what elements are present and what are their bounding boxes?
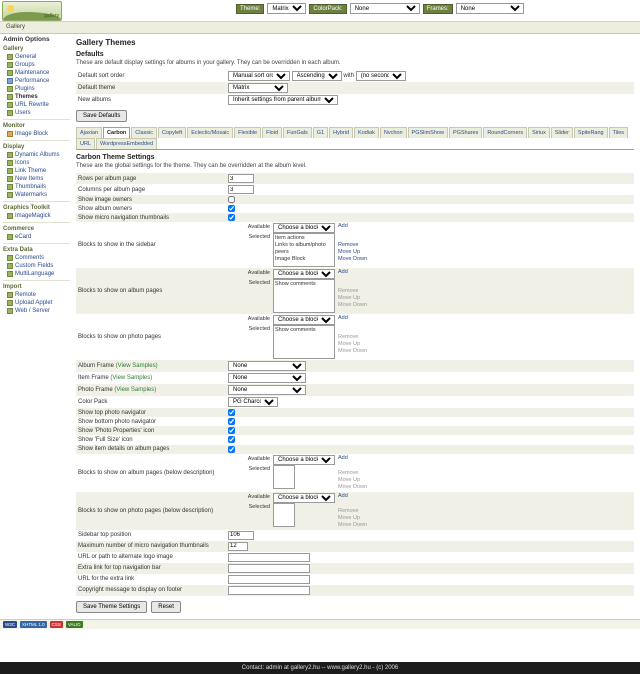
sidebar-item-new-items[interactable] <box>3 175 70 183</box>
move-down-button[interactable]: Move Down <box>338 302 368 309</box>
extra-link-input[interactable] <box>228 564 310 573</box>
show-image-owners-label: Show image owners <box>76 195 226 204</box>
sidebar-group-monitor <box>3 123 70 141</box>
defaults-form <box>76 70 634 106</box>
sun-icon <box>7 5 14 12</box>
available-block-select[interactable] <box>273 223 335 233</box>
item-frame-select[interactable] <box>228 373 306 383</box>
default-sort-order-select[interactable] <box>228 71 290 81</box>
main-content <box>72 34 640 619</box>
tab-siriux[interactable]: Siriux <box>528 127 550 138</box>
item-frame-label: Item Frame <box>78 375 109 382</box>
show-photo-properties-checkbox[interactable] <box>228 427 235 434</box>
sidebar-group-import <box>3 284 70 317</box>
comment-icon <box>7 255 13 261</box>
show-item-details-checkbox[interactable] <box>228 446 235 453</box>
available-label: Available <box>247 316 270 323</box>
sidebar-item-label[interactable]: Performance <box>15 78 50 84</box>
thumb-icon <box>7 184 13 190</box>
move-up-button[interactable]: Move Up <box>338 295 361 302</box>
sidebar-item-icons[interactable] <box>3 159 70 167</box>
add-block-button[interactable]: Add <box>338 269 348 276</box>
photo-frame-label: Photo Frame <box>78 387 113 394</box>
remove-block-button[interactable]: Remove <box>338 334 359 341</box>
move-down-button[interactable]: Move Down <box>338 521 368 528</box>
sidebar-top-position-label: Sidebar top position <box>78 532 132 539</box>
available-block-select[interactable] <box>273 315 335 325</box>
table-row <box>76 222 634 268</box>
tab-classic[interactable]: Classic <box>131 127 157 138</box>
wrench-icon <box>7 70 13 76</box>
show-full-size-checkbox[interactable] <box>228 436 235 443</box>
new-albums-label: New albums <box>78 97 112 103</box>
sort-direction-select[interactable] <box>292 71 342 81</box>
groups-icon <box>7 62 13 68</box>
color-pack-select[interactable] <box>228 397 278 407</box>
sidebar-item-groups[interactable] <box>3 61 70 69</box>
table-row <box>76 94 634 106</box>
sidebar-item-dynamic-albums[interactable] <box>3 151 70 159</box>
blocks-album-label: Blocks to show on album pages <box>76 268 226 314</box>
tab-flexible[interactable]: Flexible <box>234 127 261 138</box>
tab-slider[interactable]: Slider <box>551 127 573 138</box>
selected-blocks-list[interactable] <box>273 233 335 267</box>
max-micro-thumbs-input[interactable] <box>228 542 248 551</box>
blocks-photo-below-label: Blocks to show on photo pages (below description) <box>76 492 226 530</box>
photo-frame-select[interactable] <box>228 385 306 395</box>
show-bottom-nav-label: Show bottom photo navigator <box>78 418 157 425</box>
blocks-sidebar-label: Blocks to show in the sidebar <box>78 242 156 249</box>
table-row <box>76 435 634 444</box>
blocks-photo-below-picker <box>228 493 632 529</box>
table-row <box>76 384 634 396</box>
remove-block-button[interactable]: Remove <box>338 242 359 249</box>
water-icon <box>7 192 13 198</box>
default-theme-label: Default theme <box>76 82 226 94</box>
sidebar-item-label[interactable]: Image Block <box>15 131 49 137</box>
show-micro-nav-label: Show micro navigation thumbnails <box>76 213 226 222</box>
sidebar-item-custom-fields[interactable] <box>3 262 70 270</box>
sidebar-item-label[interactable]: Icons <box>15 160 30 166</box>
move-up-button[interactable]: Move Up <box>338 341 361 348</box>
remove-block-button[interactable]: Remove <box>338 469 359 476</box>
move-up-button[interactable]: Move Up <box>338 249 361 256</box>
tab-fungals[interactable]: FunGals <box>283 127 312 138</box>
new-albums-select[interactable] <box>228 95 338 105</box>
colorpack-select[interactable] <box>350 3 420 14</box>
table-row <box>76 552 634 563</box>
color-pack-label: Color Pack <box>78 399 108 406</box>
remote-icon <box>7 292 13 298</box>
table-row <box>76 70 634 82</box>
gallery-logo <box>2 1 62 21</box>
sidebar-item-label[interactable]: Comments <box>15 255 45 261</box>
sidebar-item-label[interactable]: MultiLanguage <box>15 271 55 277</box>
blocks-album-below-label: Blocks to show on album pages (below description) <box>78 469 215 476</box>
available-label: Available <box>247 224 270 231</box>
page-body <box>0 34 640 619</box>
tab-g1[interactable]: G1 <box>313 127 328 138</box>
theme-icon <box>7 94 13 100</box>
show-album-owners-checkbox[interactable] <box>228 205 235 212</box>
extra-link-url-input[interactable] <box>228 575 310 584</box>
sidebar-item-watermarks[interactable] <box>3 191 70 199</box>
table-row <box>76 268 634 314</box>
theme-controls <box>236 3 524 14</box>
album-frame-select[interactable] <box>228 361 306 371</box>
blocks-album-picker <box>228 269 632 313</box>
rows-per-page-label: Rows per album page <box>76 173 226 184</box>
show-top-nav-label: Show top photo navigator <box>76 408 226 417</box>
show-photo-properties-label: Show 'Photo Properties' icon <box>76 426 226 435</box>
validation-badges <box>0 619 640 629</box>
remove-block-button[interactable]: Remove <box>338 507 359 514</box>
columns-per-page-input[interactable] <box>228 185 254 194</box>
table-row <box>76 195 634 204</box>
sidebar-item-label[interactable]: Link Theme <box>15 168 47 174</box>
available-block-select[interactable] <box>273 493 335 503</box>
users-icon <box>7 110 13 116</box>
add-block-button[interactable]: Add <box>338 454 348 461</box>
logo-text: gallery <box>44 13 59 19</box>
available-label: Available <box>247 455 270 462</box>
table-row <box>76 173 634 184</box>
tab-tiles[interactable]: Tiles <box>609 127 628 138</box>
selected-blocks-list[interactable] <box>273 279 335 313</box>
web-icon <box>7 308 13 314</box>
with-label: with <box>343 73 355 79</box>
sidebar-group-display <box>3 144 70 202</box>
sidebar-item-remote[interactable] <box>3 291 70 299</box>
table-row <box>76 492 634 530</box>
save-defaults-button[interactable]: Save Defaults <box>76 110 127 122</box>
list-item[interactable]: Show comments <box>275 327 316 334</box>
remove-block-button[interactable]: Remove <box>338 288 359 295</box>
list-item[interactable]: Image Block <box>275 256 306 263</box>
valid-badge[interactable]: VALID <box>67 621 81 627</box>
table-row <box>76 184 634 195</box>
table-row <box>76 426 634 435</box>
sidebar-item-comments[interactable] <box>3 254 70 262</box>
sidebar-item-maintenance[interactable] <box>3 69 70 77</box>
theme-settings-heading: Carbon Theme Settings <box>76 154 155 161</box>
sidebar-item-image-block[interactable] <box>3 130 70 138</box>
list-item[interactable]: Links to album/photo peers <box>275 242 326 256</box>
show-image-owners-checkbox[interactable] <box>228 196 235 203</box>
sidebar-item-label[interactable]: Dynamic Albums <box>15 152 60 158</box>
selected-label: Selected <box>248 234 270 241</box>
sidebar-heading-display: Display <box>3 144 25 150</box>
tab-copyleft[interactable]: Copyleft <box>158 127 186 138</box>
list-item[interactable]: Show comments <box>275 281 316 288</box>
extra-link-label: Extra link for top navigation bar <box>76 563 226 574</box>
link-icon <box>7 168 13 174</box>
field-icon <box>7 263 13 269</box>
sidebar-group-extra-data <box>3 247 70 281</box>
sidebar-item-users[interactable] <box>3 109 70 117</box>
selected-label: Selected <box>248 326 270 333</box>
breadcrumb[interactable]: Gallery <box>6 24 26 30</box>
tab-spiterang[interactable]: SpiteRang <box>574 127 608 138</box>
sidebar-item-label[interactable]: ImageMagick <box>15 213 51 219</box>
sidebar-heading-import: Import <box>3 284 22 290</box>
add-block-button[interactable]: Add <box>338 492 348 499</box>
blocks-photo-picker <box>228 315 632 359</box>
blocks-album-below-picker <box>228 455 632 491</box>
w3c-badge[interactable]: W3C <box>5 621 15 627</box>
tab-pgshares[interactable]: PGShares <box>449 127 482 138</box>
available-block-select[interactable] <box>273 269 335 279</box>
show-bottom-nav-checkbox[interactable] <box>228 418 235 425</box>
sidebar-item-url-rewrite[interactable] <box>3 101 70 109</box>
tab-carbon[interactable]: Carbon <box>103 127 130 138</box>
sidebar-item-label[interactable]: New Items <box>15 176 44 182</box>
admin-strip <box>0 22 640 34</box>
selected-blocks-list[interactable] <box>273 503 295 527</box>
table-row <box>76 530 634 541</box>
sidebar-heading-graphics: Graphics Toolkit <box>3 205 50 211</box>
available-label: Available <box>247 270 270 277</box>
second-sort-select[interactable] <box>356 71 406 81</box>
theme-settings-description: These are the global settings for the theme. They can be overridden at the album level. <box>76 163 307 169</box>
footer-text: Contact: admin at gallery2.hu -- www.gallery2.hu - (c) 2006 <box>241 665 399 671</box>
album-frame-label: Album Frame <box>78 363 115 370</box>
show-full-size-label: Show 'Full Size' icon <box>78 437 133 443</box>
columns-per-page-label: Columns per album page <box>78 186 146 193</box>
sidebar-item-label[interactable]: General <box>15 54 37 60</box>
applet-icon <box>7 300 13 306</box>
sidebar-item-plugins[interactable] <box>3 85 70 93</box>
tab-hybrid[interactable]: Hybrid <box>329 127 353 138</box>
table-row <box>76 417 634 426</box>
sidebar-heading-commerce: Commerce <box>3 226 35 232</box>
sidebar-heading-extra-data: Extra Data <box>3 247 33 253</box>
selected-label: Selected <box>248 465 270 472</box>
blocks-photo-label: Blocks to show on photo pages <box>78 334 162 341</box>
sidebar-item-label[interactable]: Maintenance <box>15 70 50 76</box>
url-icon <box>7 102 13 108</box>
sidebar-item-label[interactable]: Custom Fields <box>15 263 54 269</box>
table-row <box>76 82 634 94</box>
show-top-nav-checkbox[interactable] <box>228 409 235 416</box>
sidebar-item-label[interactable]: Thumbnails <box>15 184 47 190</box>
xhtml-badge[interactable]: XHTML 1.0 <box>22 621 45 627</box>
table-row <box>76 204 634 213</box>
magick-icon <box>7 213 13 219</box>
sidebar-group-graphics-toolkit <box>3 205 70 223</box>
new-icon <box>7 176 13 182</box>
copyright-message-label: Copyright message to display on footer <box>76 585 226 596</box>
move-up-button[interactable]: Move Up <box>338 476 361 483</box>
table-row <box>76 213 634 222</box>
sidebar-item-thumbnails[interactable] <box>3 183 70 191</box>
theme-label: Theme: <box>236 4 264 14</box>
available-label: Available <box>247 493 270 500</box>
top-bar <box>0 0 640 22</box>
sidebar-item-general[interactable] <box>3 53 70 61</box>
tab-floid[interactable]: Floid <box>262 127 282 138</box>
sidebar-item-multilanguage[interactable] <box>3 270 70 278</box>
tab-nvchon[interactable]: Nvchon <box>380 127 407 138</box>
tab-roundcorners[interactable]: RoundCorners <box>483 127 527 138</box>
sidebar-item-web-server[interactable] <box>3 307 70 315</box>
album-frame-samples-link[interactable]: (View Samples) <box>115 363 158 370</box>
table-row <box>76 360 634 372</box>
table-row <box>76 314 634 360</box>
css-badge[interactable]: CSS <box>51 621 61 627</box>
sidebar-item-label[interactable]: Themes <box>15 94 38 100</box>
alternate-logo-input[interactable] <box>228 553 310 562</box>
copyright-message-input[interactable] <box>228 586 310 595</box>
sidebar-item-themes[interactable] <box>3 93 70 101</box>
default-sort-order-label: Default sort order <box>78 73 125 79</box>
table-row <box>76 396 634 408</box>
table-row <box>76 454 634 492</box>
table-row <box>76 541 634 552</box>
show-album-owners-label: Show album owners <box>78 205 133 212</box>
frames-select[interactable] <box>456 3 524 14</box>
reset-button[interactable]: Reset <box>151 601 181 613</box>
tab-eclectic-mosaic[interactable]: Eclectic/Mosaic <box>187 127 233 138</box>
sidebar-item-label[interactable]: Remote <box>15 292 37 298</box>
sidebar-item-label[interactable]: Plugins <box>15 86 35 92</box>
sidebar-heading-monitor: Monitor <box>3 123 25 129</box>
theme-select[interactable] <box>267 3 306 14</box>
image-icon <box>7 131 13 137</box>
lang-icon <box>7 271 13 277</box>
tab-ajaxian[interactable]: Ajaxian <box>76 127 102 138</box>
gear-icon <box>7 54 13 60</box>
table-row <box>76 408 634 417</box>
sidebar-item-label[interactable]: URL Rewrite <box>15 102 49 108</box>
sidebar-item-ecard[interactable] <box>3 233 70 241</box>
selected-label: Selected <box>248 503 270 510</box>
add-block-button[interactable]: Add <box>338 315 348 322</box>
sidebar-item-label[interactable]: Users <box>15 110 31 116</box>
sidebar-item-performance[interactable] <box>3 77 70 85</box>
page-footer <box>0 662 640 674</box>
max-micro-thumbs-label: Maximum number of micro navigation thumbnails <box>76 541 226 552</box>
default-theme-select[interactable] <box>228 83 288 93</box>
plug-icon <box>7 86 13 92</box>
sidebar-group-commerce <box>3 226 70 244</box>
table-row <box>76 445 634 454</box>
move-up-button[interactable]: Move Up <box>338 514 361 521</box>
alternate-logo-label: URL or path to alternate logo image <box>78 554 173 561</box>
table-row <box>76 574 634 585</box>
table-row <box>76 563 634 574</box>
sidebar-item-label[interactable]: Upload Applet <box>15 300 53 306</box>
sidebar-top-position-input[interactable] <box>228 531 254 540</box>
add-block-button[interactable]: Add <box>338 223 348 230</box>
frames-label: Frames: <box>423 4 453 14</box>
sidebar-item-link-theme[interactable] <box>3 167 70 175</box>
move-down-button[interactable]: Move Down <box>338 483 368 490</box>
sidebar-item-label[interactable]: Web / Server <box>15 308 50 314</box>
list-item[interactable]: Item actions <box>275 235 305 242</box>
tab-kodiak[interactable]: Kodiak <box>354 127 379 138</box>
table-row <box>76 372 634 384</box>
tab-pgslimshow[interactable]: PGSlimShow <box>408 127 448 138</box>
sidebar-group-gallery <box>3 46 70 120</box>
move-down-button[interactable]: Move Down <box>338 256 368 263</box>
album-icon <box>7 152 13 158</box>
selected-blocks-list[interactable] <box>273 465 295 489</box>
icons-icon <box>7 160 13 166</box>
extra-link-url-label: URL for the extra link <box>78 576 135 583</box>
sidebar-title: Admin Options <box>3 36 50 43</box>
defaults-description: These are default display settings for albums in your gallery. They can be overridden in each album. <box>76 60 341 66</box>
ecard-icon <box>7 234 13 240</box>
save-theme-settings-button[interactable]: Save Theme Settings <box>76 601 147 613</box>
show-micro-nav-checkbox[interactable] <box>228 214 235 221</box>
blocks-sidebar-picker <box>228 223 632 267</box>
rows-per-page-input[interactable] <box>228 174 254 183</box>
sidebar-item-upload-applet[interactable] <box>3 299 70 307</box>
available-block-select[interactable] <box>273 455 335 465</box>
sidebar-item-label[interactable]: Watermarks <box>15 192 48 198</box>
colorpack-label: ColorPack: <box>309 4 346 14</box>
selected-label: Selected <box>248 280 270 287</box>
sidebar <box>0 34 72 319</box>
selected-blocks-list[interactable] <box>273 325 335 359</box>
theme-tabs <box>76 127 634 150</box>
sidebar-item-imagemagick[interactable] <box>3 212 70 220</box>
defaults-heading: Defaults <box>76 51 104 58</box>
tab-wordpressembedded[interactable]: WordpressEmbedded <box>96 138 157 149</box>
speed-icon <box>7 78 13 84</box>
sidebar-item-label[interactable]: eCard <box>15 234 32 240</box>
sidebar-item-label[interactable]: Groups <box>15 62 35 68</box>
sidebar-heading-gallery: Gallery <box>3 46 24 52</box>
tab-url[interactable]: URL <box>76 138 95 149</box>
show-item-details-label: Show item details on album pages <box>76 445 226 454</box>
table-row <box>76 585 634 596</box>
move-down-button[interactable]: Move Down <box>338 348 368 355</box>
photo-frame-samples-link[interactable]: (View Samples) <box>114 387 157 394</box>
item-frame-samples-link[interactable]: (View Samples) <box>110 375 153 382</box>
theme-settings-form <box>76 173 634 596</box>
page-title: Gallery Themes <box>76 38 136 47</box>
